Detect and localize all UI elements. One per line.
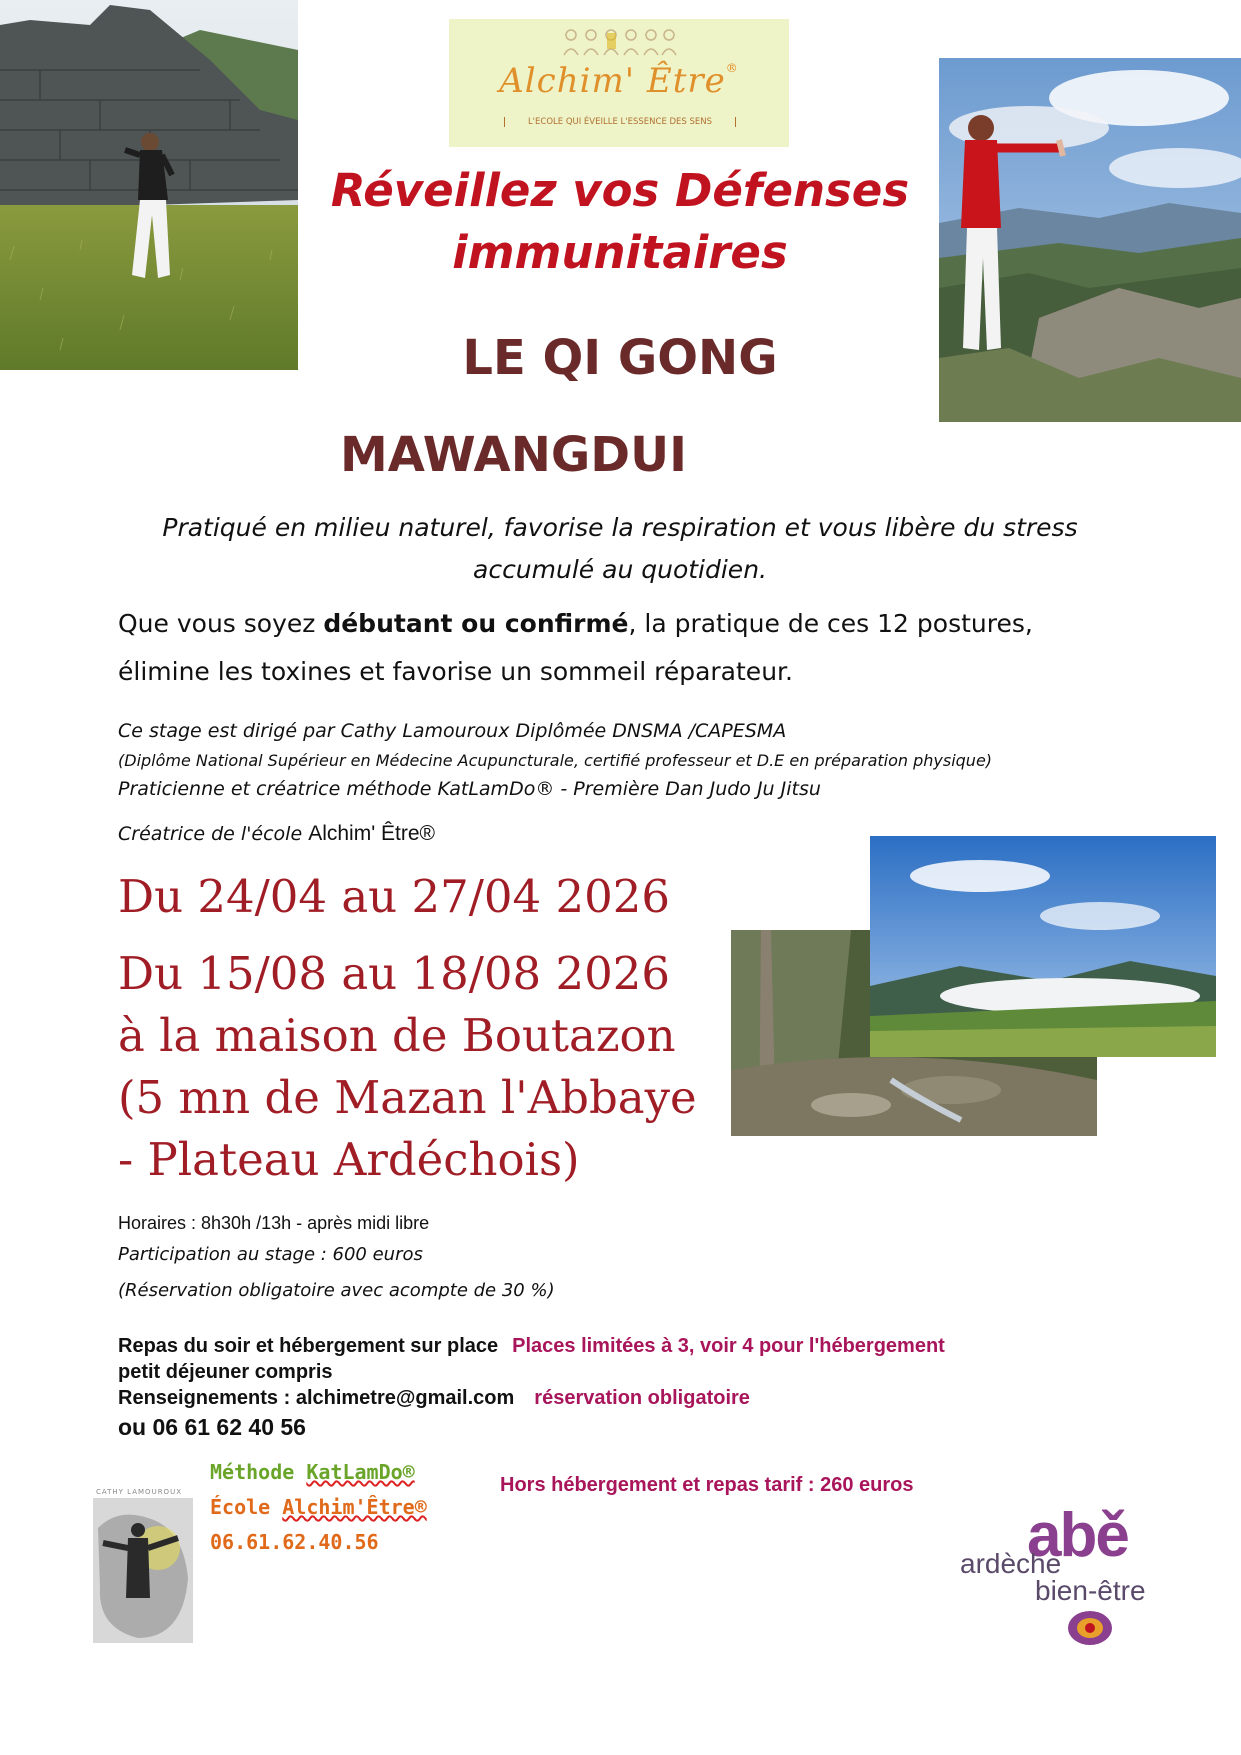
abe-mark: abě — [1027, 1501, 1128, 1570]
places-limited: Places limitées à 3, voir 4 pour l'hébergement — [512, 1335, 945, 1357]
venue-line2: (5 mn de Mazan l'Abbaye — [118, 1071, 697, 1124]
headline-line1: Réveillez vos Défenses — [330, 164, 910, 217]
flower-icon — [1065, 1608, 1115, 1648]
booking-note: (Réservation obligatoire avec acompte de 30 %) — [118, 1280, 555, 1301]
schedule: Horaires : 8h30h /13h - après midi libre — [118, 1213, 430, 1233]
abe-ardeche: ardèche — [960, 1548, 1062, 1579]
phone: ou 06 61 62 40 56 — [118, 1414, 306, 1440]
headline-line2: immunitaires — [452, 226, 788, 279]
photo-valley-clouds — [870, 836, 1216, 1057]
logo-registered: ® — [725, 61, 739, 75]
people-icon — [559, 25, 679, 65]
stamp-school: École Alchim'Être® — [210, 1495, 427, 1519]
meals-line: Repas du soir et hébergement sur place Places limitées à 3, voir 4 pour l'hébergement — [118, 1335, 945, 1357]
instructor-line3: Praticienne et créatrice méthode KatLamDo® - Première Dan Judo Ju Jitsu — [118, 778, 821, 800]
stamp-phone: 06.61.62.40.56 — [210, 1530, 379, 1554]
katlamdo-logo — [88, 1488, 198, 1648]
venue-line1: à la maison de Boutazon — [118, 1009, 676, 1062]
alchimetre-logo — [449, 19, 789, 147]
instructor-line2: (Diplôme National Supérieur en Médecine Acupuncturale, certifié professeur et D.E en préparation physique) — [118, 751, 993, 770]
intro-bold: débutant ou confirmé — [323, 609, 629, 638]
abe-logo — [955, 1500, 1175, 1680]
price: Participation au stage : 600 euros — [118, 1244, 423, 1265]
stamp-method: Méthode KatLamDo® — [210, 1460, 415, 1484]
instructor-line1: Ce stage est dirigé par Cathy Lamouroux Diplômée DNSMA /CAPESMA — [118, 720, 787, 742]
breakfast-line: petit déjeuner compris — [118, 1361, 333, 1383]
photo-mountain-qigong — [939, 58, 1241, 422]
intro-line2: accumulé au quotidien. — [473, 555, 767, 584]
venue-line3: - Plateau Ardéchois) — [118, 1133, 580, 1186]
intro-paragraph2-line2: élimine les toxines et favorise un sommeil réparateur. — [118, 657, 793, 686]
info-line: Renseignements : alchimetre@gmail.com réservation obligatoire — [118, 1387, 750, 1409]
date-april: Du 24/04 au 27/04 2026 — [118, 870, 670, 923]
intro-paragraph2: Que vous soyez débutant ou confirmé, la pratique de ces 12 postures, — [118, 609, 1033, 638]
abe-bien-etre: bien-être — [1035, 1575, 1146, 1606]
headline-qigong: LE QI GONG — [462, 330, 778, 386]
signature: CATHY LAMOUROUX — [96, 1488, 182, 1496]
intro-line1: Pratiqué en milieu naturel, favorise la respiration et vous libère du stress — [162, 513, 1078, 542]
instructor-line4: Créatrice de l'école Alchim' Être® — [118, 822, 436, 845]
no-lodging-price: Hors hébergement et repas tarif : 260 euros — [500, 1474, 914, 1496]
date-august: Du 15/08 au 18/08 2026 — [118, 947, 670, 1000]
logo-brand: Alchim' Être — [499, 61, 726, 101]
headline-mawangdui: MAWANGDUI — [340, 427, 687, 483]
photo-ruins — [0, 0, 298, 370]
reservation-required: réservation obligatoire — [534, 1387, 750, 1409]
logo-tagline: L'ECOLE QUI ÉVEILLE L'ESSENCE DES SENS — [504, 117, 736, 127]
